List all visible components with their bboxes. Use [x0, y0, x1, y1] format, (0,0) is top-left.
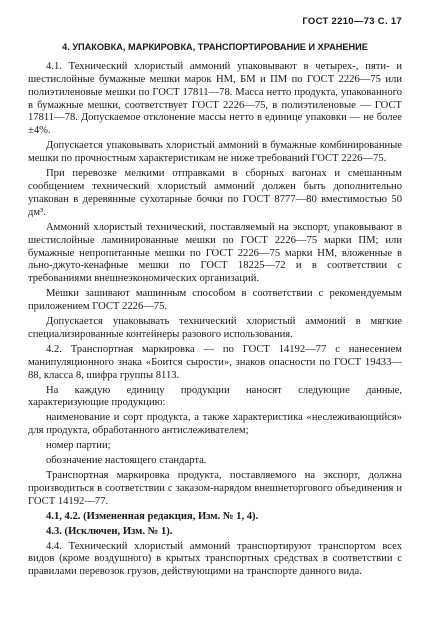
marking-item-standard: обозначение настоящего стандарта. [46, 455, 207, 467]
paragraph-export-packaging: Аммоний хлористый технический, поставляемый на экспорт, упаковывают в шестислойные ламинированные мешки по ГОСТ 2226—75 марки ПМ; или бумажные непропитанные мешки по ГОСТ 2226—75 марки НМ, вложенные в льно-джуто-кенафные мешки по ГОСТ 18225—72 и в соответствии с требованиями внешнеэкономических организаций. [28, 221, 402, 285]
paragraph-marking-data: На каждую единицу продукции наносят следующие данные, характеризующие продукцию: [28, 384, 402, 409]
paragraph-export-marking: Транспортная маркировка продукта, поставляемого на экспорт, должна производиться в соответствии с заказом-нарядом внешнеторгового объединения и ГОСТ 14192—77. [28, 470, 402, 507]
running-header: ГОСТ 2210—73 С. 17 [302, 16, 402, 27]
paragraph-small-shipments: При перевозке мелкими отправками в сборных вагонах и смешанным сообщением технический хлористый аммоний должен быть дополнительно упакован в деревянные сухотарные бочки по ГОСТ 8777—80 вместимостью 50 дм³. [28, 168, 402, 218]
marking-item-product-name: наименование и сорт продукта, а также характеристика «неслеживающийся» для продукта, обработанного антислеживателем; [28, 412, 402, 437]
paragraph-amendment-note: 4.1, 4.2. (Измененная редакция, Изм. № 1, 4). [46, 510, 259, 522]
paragraph-combined-bags: Допускается упаковывать хлористый аммоний в бумажные комбинированные мешки по прочностным характеристикам не ниже требований ГОСТ 2226—75. [28, 140, 402, 165]
marking-item-batch-number: номер партии; [46, 440, 111, 452]
paragraph-4-3: 4.3. (Исключен, Изм. № 1). [46, 525, 173, 537]
paragraph-containers: Допускается упаковывать технический хлористый аммоний в мягкие специализированные контейнеры разового использования. [28, 316, 402, 340]
section-title: 4. УПАКОВКА, МАРКИРОВКА, ТРАНСПОРТИРОВАНИЕ И ХРАНЕНИЕ [62, 41, 368, 52]
paragraph-4-1: 4.1. Технический хлористый аммоний упаковывают в четырех-, пяти- и шестислойные бумажные мешки марок НМ, БМ и ПМ по ГОСТ 2226—75 или полиэтиленовые мешки по ГОСТ 17811—78. Масса нетто продукта, упакованного в бумажные мешки, соответствует ГОСТ 2226—75, в полиэтиленовые — ГОСТ 17811—78. Допускаемое отклонение массы нетто в единице упаковки — не более ±4%. [28, 60, 402, 137]
paragraph-4-2: 4.2. Транспортная маркировка — по ГОСТ 14192—77 с нанесением манипуляционного знака «Боится сырости», знаков опасности по ГОСТ 19433—88, класса 8, шифра группы 8113. [28, 343, 402, 381]
paragraph-sewing: Мешки зашивают машинным способом в соответствии с рекомендуемым приложением ГОСТ 2226—75. [28, 288, 402, 313]
paragraph-4-4: 4.4. Технический хлористый аммоний транспортируют транспортом всех видов (кроме воздушного) в крытых транспортных средствах в соответствии с правилами перевозок грузов, действующими на транспорте данного вида. [28, 540, 402, 578]
